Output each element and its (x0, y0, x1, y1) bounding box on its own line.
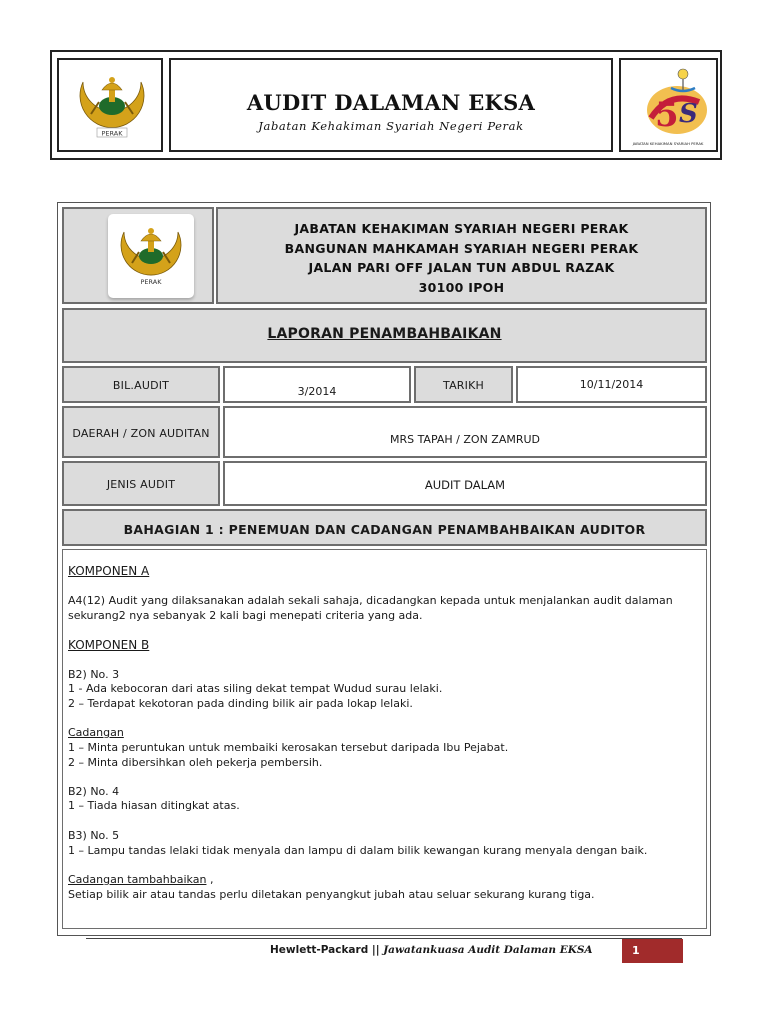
daerah-value-cell (223, 406, 707, 458)
footer-divider (86, 938, 682, 939)
perak-crest-icon (108, 214, 194, 298)
cadangan-tambahbaikan-heading: Cadangan tambahbaikan (68, 873, 207, 886)
form-logo-card (108, 214, 194, 298)
jenis-audit-label: JENIS AUDIT (106, 478, 176, 491)
bil-audit-label: BIL.AUDIT (112, 379, 170, 392)
tarikh-value-cell (516, 366, 707, 403)
b2-no4-line-1: 1 – Tiada hiasan ditingkat atas. (68, 799, 240, 812)
b2-no3-line-2: 2 – Terdapat kekotoran pada dinding bilik air pada lokap lelaki. (68, 697, 413, 710)
b3-no5-heading: B3) No. 5 (68, 829, 120, 842)
address-line-1: JABATAN KEHAKIMAN SYARIAH NEGERI PERAK (294, 221, 629, 236)
report-title-cell (62, 308, 707, 363)
b3-no5-line-1: 1 – Lampu tandas lelaki tidak menyala dan lampu di dalam bilik kewangan kurang menyala dengan baik. (68, 844, 648, 857)
eksa-5s-logo-icon (621, 60, 716, 150)
address-cell (216, 207, 707, 304)
footer-left-text: Hewlett-Packard || (270, 944, 384, 956)
section-title: BAHAGIAN 1 : PENEMUAN DAN CADANGAN PENAMBAHBAIKAN AUDITOR (123, 522, 646, 537)
perak-crest-icon (61, 62, 163, 152)
jenis-audit-value: AUDIT DALAM (424, 478, 506, 492)
footer-text (270, 944, 593, 956)
form-logo-cell (62, 207, 214, 304)
bil-audit-value-cell (223, 366, 411, 403)
last-recommendation-line: Setiap bilik air atau tandas perlu diletakan penyangkut jubah atau seluar sekurang kurang tiga. (68, 888, 595, 901)
report-title: LAPORAN PENAMBAHBAIKAN (267, 326, 502, 342)
b2-no3-heading: B2) No. 3 (68, 668, 120, 681)
komponen-b-heading: KOMPONEN B (68, 638, 150, 652)
svg-text:5: 5 (655, 95, 679, 135)
cadangan-tambahbaikan-line (68, 873, 708, 888)
address-line-2: BANGUNAN MAHKAMAH SYARIAH NEGERI PERAK (284, 240, 639, 256)
cadangan-tambahbaikan-suffix: , (206, 873, 214, 886)
cadangan-heading: Cadangan (68, 726, 124, 739)
cadangan-line-2: 2 – Minta dibersihkan oleh pekerja pembersih. (68, 756, 323, 769)
footer-italic-text: Jawatankuasa Audit Dalaman EKSA (383, 944, 593, 956)
b2-no3-line-1: 1 - Ada kebocoran dari atas siling dekat tempat Wudud surau lelaki. (68, 682, 443, 695)
section-title-cell (62, 509, 707, 546)
left-logo-text: PERAK (101, 129, 123, 138)
b2-no4-heading: B2) No. 4 (68, 785, 120, 798)
bil-audit-label-cell (62, 366, 220, 403)
letterhead-title-box (169, 58, 613, 152)
address-line-3: JALAN PARI OFF JALAN TUN ABDUL RAZAK (308, 260, 615, 275)
cadangan-line-1: 1 – Minta peruntukan untuk membaiki kerosakan tersebut daripada Ibu Pejabat. (68, 741, 509, 754)
letterhead-left-logo-box (57, 58, 163, 152)
address-line-4: 30100 IPOH (418, 279, 505, 295)
form-logo-text: PERAK (140, 278, 162, 286)
komponen-a-text: A4(12) Audit yang dilaksanakan adalah sekali sahaja, dicadangkan kepada untuk menjalankan audit dalaman sekurang2 nya sebanyak 2 kali bagi menepati criteria yang ada. (68, 594, 673, 622)
tarikh-value: 10/11/2014 (579, 378, 644, 391)
footer-page-number: 1 (622, 939, 683, 963)
tarikh-label: TARIKH (443, 379, 484, 392)
letterhead-title: AUDIT DALAMAN EKSA (246, 90, 536, 115)
daerah-value: MRS TAPAH / ZON ZAMRUD (389, 433, 541, 446)
tarikh-label-cell (414, 366, 513, 403)
right-logo-text: JABATAN KEHAKIMAN SYARIAH PERAK (632, 141, 704, 146)
svg-text:S: S (679, 99, 698, 129)
daerah-label: DAERAH / ZON AUDITAN (72, 427, 210, 440)
jenis-audit-label-cell (62, 461, 220, 506)
komponen-a-heading: KOMPONEN A (68, 564, 150, 578)
letterhead (50, 50, 722, 160)
jenis-audit-value-cell (223, 461, 707, 506)
daerah-label-cell (62, 406, 220, 458)
bil-audit-value: 3/2014 (297, 385, 337, 398)
letterhead-right-logo-box (619, 58, 718, 152)
letterhead-subtitle: Jabatan Kehakiman Syariah Negeri Perak (258, 119, 524, 133)
